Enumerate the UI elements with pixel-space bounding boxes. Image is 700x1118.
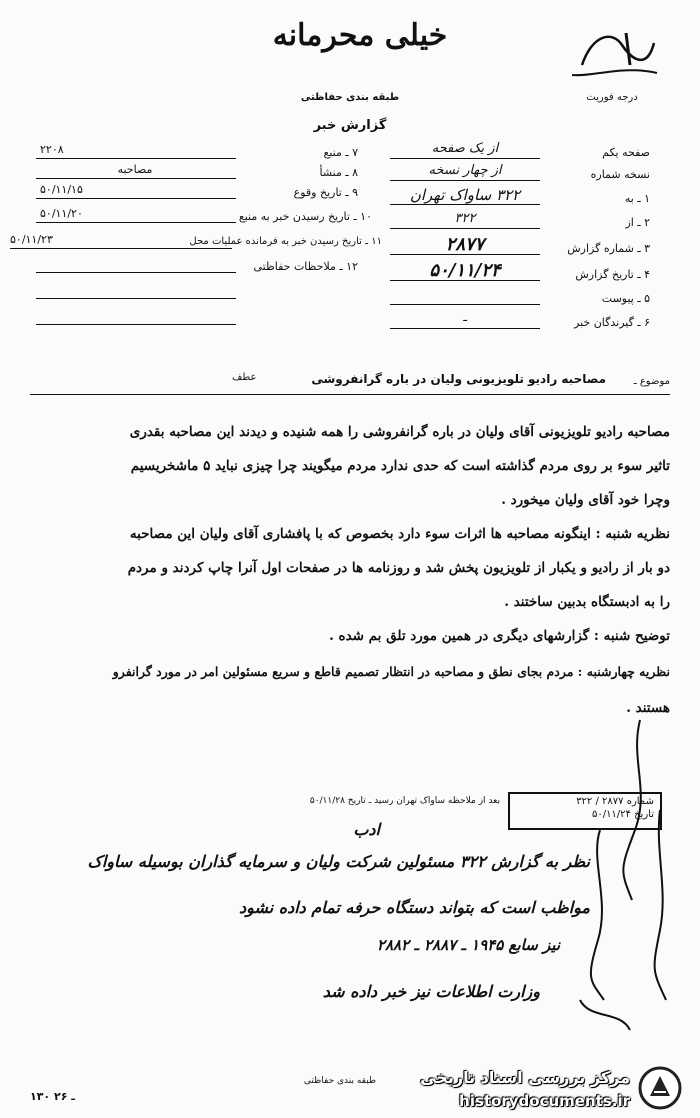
receipt-note: بعد از ملاحظه ساواک تهران رسید ـ تاریخ ۵۰/۱۱/۲۸	[309, 796, 500, 806]
field-receipt-commander-value: ۵۰/۱۱/۲۳	[10, 233, 53, 246]
urgency-label: درجه فوریت	[586, 92, 638, 103]
field-to-label: ۱ ـ به	[624, 192, 650, 205]
field-attachment-label: ۵ ـ پیوست	[601, 292, 650, 305]
handwritten-line: مواظب است که بتواند دستگاه حرفه تمام داده نشود	[239, 898, 590, 917]
blank-line	[36, 284, 236, 299]
body-line: وچرا خود آقای ولیان میخورد .	[501, 492, 670, 508]
footer-classification: طبقه بندی حفاظتی	[303, 1076, 377, 1086]
field-security-notes-label: ۱۲ ـ ملاحظات حفاظتی	[253, 260, 358, 273]
field-security-notes-line	[36, 258, 236, 273]
body-line: مصاحبه رادیو تلویزیونی آقای ولیان در باره گرانفروشی را همه شنیده و دیدند این مصاحبه بقدری	[129, 424, 670, 440]
field-report-number-value: ۲۸۷۷	[445, 234, 485, 255]
field-source-label: ۷ ـ منبع	[323, 146, 358, 159]
field-event-date-value: ۵۰/۱۱/۱۵	[40, 183, 83, 196]
field-copy-value: از چهار نسخه	[428, 163, 502, 178]
page-code: ۱۳۰ ـ ۲۶	[30, 1090, 76, 1103]
field-recipients-label: ۶ ـ گیرندگان خبر	[574, 316, 650, 329]
subject-label: موضوع ـ	[633, 376, 670, 387]
subject-text: مصاحبه رادیو تلویزیونی ولیان در باره گرانفروشی	[311, 372, 606, 386]
field-report-date-value: ۵۰/۱۱/۲۴	[429, 260, 501, 281]
watermark-name: مرکز بررسی اسناد تاریخی	[420, 1068, 630, 1087]
margin-scribble	[560, 700, 690, 1060]
field-from-label: ۲ ـ از	[625, 216, 650, 229]
field-to-value: ۳۲۲ ساواک تهران	[409, 186, 521, 204]
body-line: دو بار از رادیو و یکبار از تلویزیون پخش شد و روزنامه ها در صفحات اول آنرا چاپ کردند و مردم	[127, 560, 670, 576]
handwritten-line: نظر به گزارش ۳۲۲ مسئولین شرکت ولیان و سرمایه گذاران بوسیله ساواک	[87, 852, 590, 871]
handwritten-line: ادب	[353, 820, 380, 839]
body-line: توضیح شنبه : گزارشهای دیگری در همین مورد تلق بم شده .	[329, 628, 670, 644]
report-type: گزارش خبر	[313, 118, 387, 133]
field-attachment-line	[390, 290, 540, 305]
field-report-date-label: ۴ ـ تاریخ گزارش	[575, 268, 650, 281]
body-line: تاثیر سوء بر روی مردم گذاشته است که حدی ندارد مردم میگویند چرا چیزی نباید ۵ ماشخریسیم	[130, 458, 670, 474]
body-line: را به ادبستگاه بدبین ساختند .	[504, 594, 670, 610]
watermark-url: historydocuments.ir	[459, 1092, 630, 1110]
field-receipt-commander-label: ۱۱ ـ تاریخ رسیدن خبر به فرمانده عملیات محل	[189, 236, 382, 247]
body-line: هستند .	[626, 700, 670, 716]
field-receipt-source-value: ۵۰/۱۱/۲۰	[40, 207, 83, 220]
blank-line	[36, 310, 236, 325]
urgency-stamp	[562, 25, 662, 87]
field-event-date-label: ۹ ـ تاریخ وقوع	[293, 186, 358, 199]
field-page-value: از یک صفحه	[431, 141, 499, 156]
body-line: نظریه شنبه : اینگونه مصاحبه ها اثرات سوء دارد بخصوص که با پافشاری آقای ولیان این مصاحبه	[129, 526, 670, 542]
receipt-stamp-number: شماره ۲۸۷۷ / ۳۲۲	[576, 796, 654, 807]
receipt-stamp-date: تاریخ ۵۰/۱۱/۲۴	[591, 809, 654, 820]
classification-label: طبقه بندی حفاظتی	[300, 92, 400, 103]
subject-row	[30, 372, 670, 395]
document-title: خیلی محرمانه	[272, 18, 448, 53]
field-origin-value: مصاحبه	[117, 163, 153, 176]
field-source-value: ۲۲۰۸	[40, 143, 64, 156]
field-copy-label: نسخه شماره	[590, 168, 650, 181]
field-report-number-label: ۳ ـ شماره گزارش	[567, 242, 650, 255]
handwritten-line: وزارت اطلاعات نیز خبر داده شد	[322, 982, 540, 1001]
field-receipt-source-label: ۱۰ ـ تاریخ رسیدن خبر به منبع	[238, 210, 372, 223]
reference-label: عطف	[232, 372, 257, 383]
field-from-value: ۳۲۲	[454, 211, 476, 226]
field-page-label: صفحه یکم	[602, 146, 650, 159]
handwritten-line: نیز سابع ۱۹۴۵ ـ ۲۸۸۷ ـ ۲۸۸۲	[376, 936, 560, 954]
watermark-logo-icon	[636, 1064, 684, 1112]
body-line: نظریه چهارشنبه : مردم بجای نطق و مصاحبه در انتظار تصمیم قاطع و سریع مسئولین امر در مورد گرانفرو	[112, 664, 670, 679]
field-origin-label: ۸ ـ منشأ	[319, 166, 358, 179]
field-recipients-value: ـ	[463, 310, 467, 325]
